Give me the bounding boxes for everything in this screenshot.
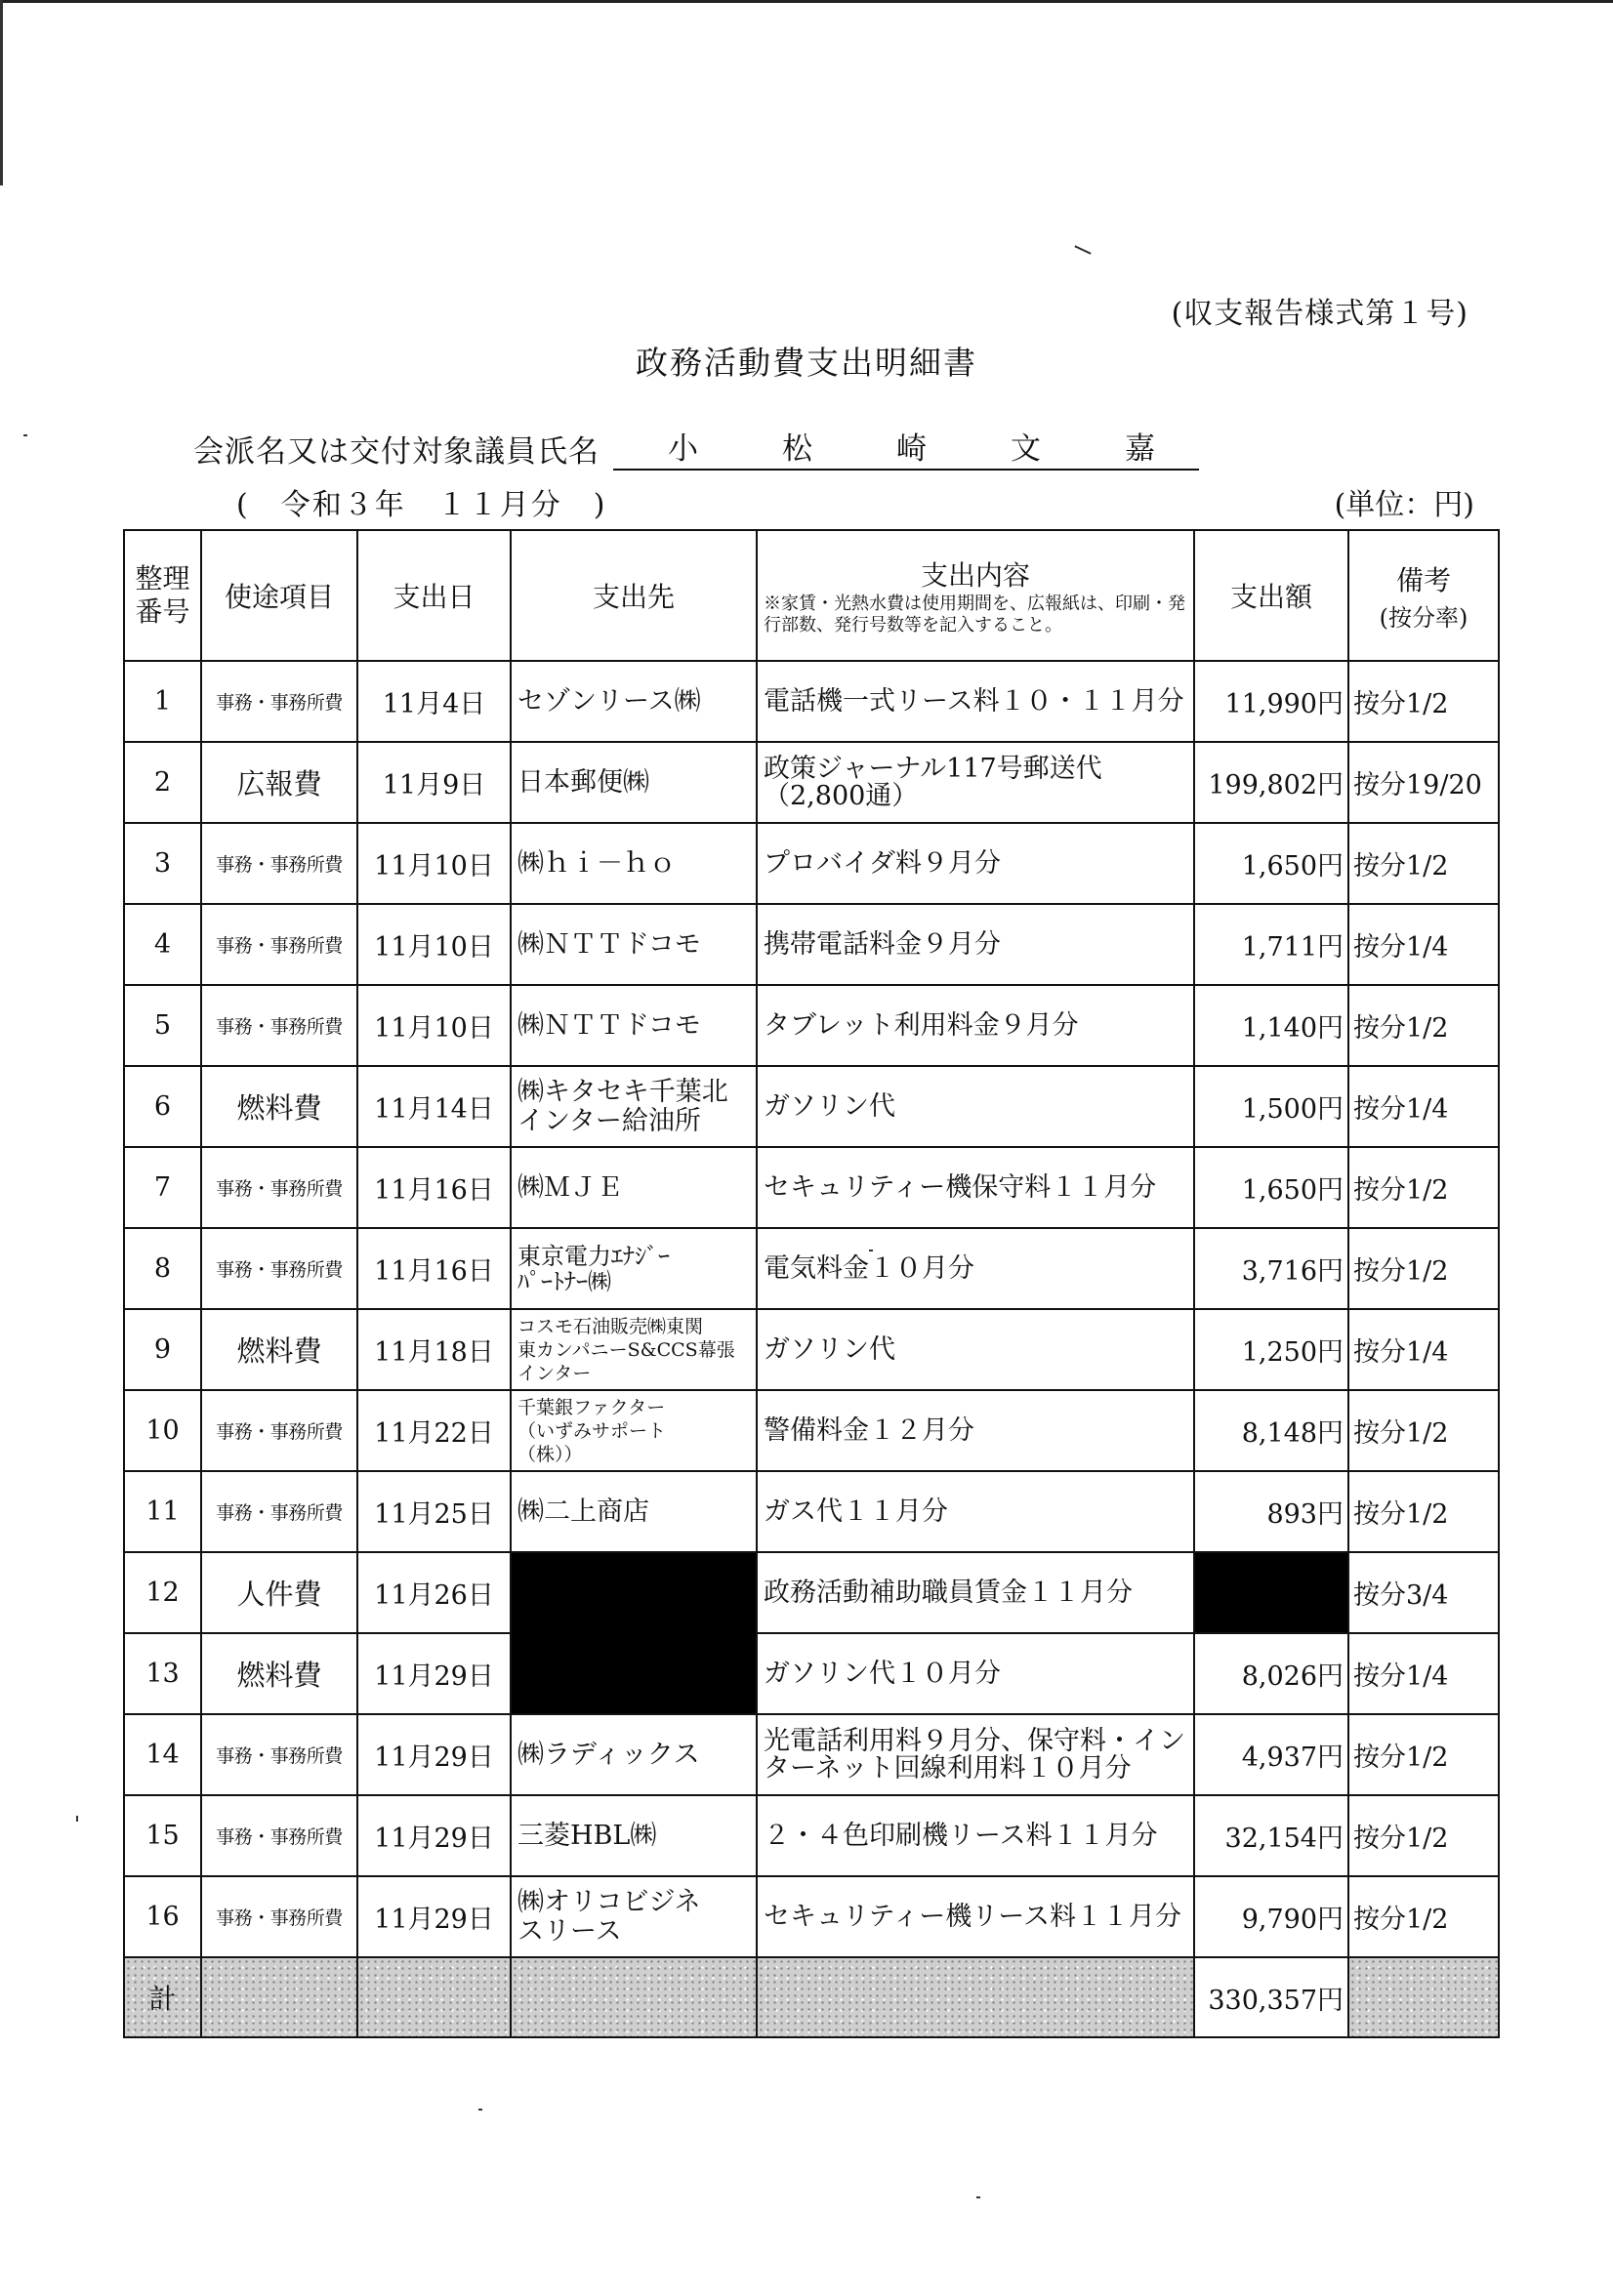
row-date: 11月10日 — [357, 904, 511, 985]
row-payee: ㈱オリコビジネ スリース — [511, 1876, 757, 1957]
row-category: 事務・事務所費 — [201, 1390, 357, 1471]
shaded-cell — [511, 1957, 757, 2037]
row-date: 11月9日 — [357, 742, 511, 823]
row-date: 11月22日 — [357, 1390, 511, 1471]
row-category: 事務・事務所費 — [201, 1471, 357, 1552]
row-note: 按分1/2 — [1348, 1390, 1499, 1471]
row-number: 5 — [124, 985, 201, 1066]
row-content: 電話機一式リース料１０・１１月分 — [757, 661, 1194, 742]
row-date: 11月29日 — [357, 1633, 511, 1714]
row-amount: 11,990円 — [1194, 661, 1348, 742]
row-category: 燃料費 — [201, 1309, 357, 1390]
row-category: 事務・事務所費 — [201, 1147, 357, 1228]
row-date: 11月14日 — [357, 1066, 511, 1147]
row-category: 事務・事務所費 — [201, 1228, 357, 1309]
row-number: 16 — [124, 1876, 201, 1957]
row-number: 8 — [124, 1228, 201, 1309]
scan-speck — [869, 1250, 873, 1251]
shaded-cell — [1348, 1957, 1499, 2037]
row-number: 3 — [124, 823, 201, 904]
expense-table — [123, 529, 1500, 2038]
row-amount: 1,140円 — [1194, 985, 1348, 1066]
scan-border-top — [0, 0, 1613, 3]
table-row — [124, 904, 1499, 985]
row-date: 11月29日 — [357, 1876, 511, 1957]
header-payee: 支出先 — [511, 530, 757, 661]
row-payee: 日本郵便㈱ — [511, 742, 757, 823]
row-category: 事務・事務所費 — [201, 823, 357, 904]
row-note: 按分1/2 — [1348, 823, 1499, 904]
header-note — [1348, 530, 1499, 661]
row-amount: 8,148円 — [1194, 1390, 1348, 1471]
table-row — [124, 661, 1499, 742]
row-payee: セゾンリース㈱ — [511, 661, 757, 742]
row-payee: コスモ石油販売㈱東関 東カンパニーS&CCS幕張 インター — [511, 1309, 757, 1390]
scan-speck — [478, 2109, 482, 2111]
row-amount: 32,154円 — [1194, 1795, 1348, 1876]
row-number: 11 — [124, 1471, 201, 1552]
row-number: 6 — [124, 1066, 201, 1147]
row-category: 人件費 — [201, 1552, 357, 1633]
row-note: 按分1/2 — [1348, 1714, 1499, 1795]
header-note-main: 備考 — [1395, 563, 1451, 596]
row-note: 按分1/4 — [1348, 904, 1499, 985]
row-category: 事務・事務所費 — [201, 985, 357, 1066]
header-date: 支出日 — [357, 530, 511, 661]
row-note: 按分1/2 — [1348, 985, 1499, 1066]
row-payee: 千葉銀ファクター （いずみサポート （株）） — [511, 1390, 757, 1471]
table-row — [124, 1714, 1499, 1795]
header-category: 使途項目 — [201, 530, 357, 661]
member-name: 小松崎文嘉 — [613, 430, 1199, 471]
row-amount: 1,500円 — [1194, 1066, 1348, 1147]
row-amount: 4,937円 — [1194, 1714, 1348, 1795]
table-row — [124, 1876, 1499, 1957]
row-amount: 8,026円 — [1194, 1633, 1348, 1714]
row-content: 政務活動補助職員賃金１１月分 — [757, 1552, 1194, 1633]
row-note: 按分1/2 — [1348, 661, 1499, 742]
row-number: 14 — [124, 1714, 201, 1795]
row-amount: 1,650円 — [1194, 823, 1348, 904]
redacted-amount — [1194, 1552, 1348, 1633]
row-number: 7 — [124, 1147, 201, 1228]
row-number: 12 — [124, 1552, 201, 1633]
header-content-main: 支出内容 — [920, 559, 1030, 592]
table-row — [124, 1633, 1499, 1714]
row-content: ガソリン代 — [757, 1309, 1194, 1390]
row-content: 携帯電話料金９月分 — [757, 904, 1194, 985]
table-row — [124, 1309, 1499, 1390]
row-category: 事務・事務所費 — [201, 1795, 357, 1876]
row-amount: 1,650円 — [1194, 1147, 1348, 1228]
row-content: ガス代１１月分 — [757, 1471, 1194, 1552]
row-payee: ㈱ＮＴＴドコモ — [511, 904, 757, 985]
row-date: 11月26日 — [357, 1552, 511, 1633]
row-payee: ㈱ｈｉ－ｈｏ — [511, 823, 757, 904]
row-date: 11月16日 — [357, 1147, 511, 1228]
row-category: 事務・事務所費 — [201, 661, 357, 742]
row-note: 按分1/4 — [1348, 1633, 1499, 1714]
row-content: 光電話利用料９月分、保守料・イン ターネット回線利用料１０月分 — [757, 1714, 1194, 1795]
row-note: 按分1/2 — [1348, 1795, 1499, 1876]
row-content: 警備料金１２月分 — [757, 1390, 1194, 1471]
table-body — [124, 661, 1499, 1957]
row-number: 10 — [124, 1390, 201, 1471]
row-note: 按分1/4 — [1348, 1309, 1499, 1390]
row-note: 按分1/2 — [1348, 1228, 1499, 1309]
document-title: 政務活動費支出明細書 — [636, 344, 977, 382]
row-date: 11月10日 — [357, 985, 511, 1066]
report-period: ( 令和３年 １１月分 ) — [236, 488, 607, 522]
shaded-cell — [357, 1957, 511, 2037]
unit-label: (単位：円) — [1334, 488, 1474, 522]
form-number: (収支報告様式第１号) — [1171, 297, 1468, 331]
row-content: ガソリン代 — [757, 1066, 1194, 1147]
row-date: 11月29日 — [357, 1795, 511, 1876]
total-amount: 330,357円 — [1194, 1957, 1348, 2037]
scan-speck — [23, 434, 27, 436]
header-content — [757, 530, 1194, 661]
row-note: 按分19/20 — [1348, 742, 1499, 823]
table-row — [124, 1390, 1499, 1471]
member-label: 会派名又は交付対象議員氏名 — [193, 434, 600, 470]
row-category: 燃料費 — [201, 1066, 357, 1147]
row-payee: ㈱キタセキ千葉北 インター給油所 — [511, 1066, 757, 1147]
total-row — [124, 1957, 1499, 2037]
total-label: 計 — [124, 1957, 201, 2037]
row-amount: 1,711円 — [1194, 904, 1348, 985]
table-row — [124, 1795, 1499, 1876]
row-content: ガソリン代１０月分 — [757, 1633, 1194, 1714]
row-content: セキュリティー機保守料１１月分 — [757, 1147, 1194, 1228]
row-content: セキュリティー機リース料１１月分 — [757, 1876, 1194, 1957]
header-no: 整理 番号 — [124, 530, 201, 661]
row-number: 13 — [124, 1633, 201, 1714]
table-row — [124, 823, 1499, 904]
row-date: 11月25日 — [357, 1471, 511, 1552]
scan-speck — [976, 2196, 980, 2198]
row-content: ２・４色印刷機リース料１１月分 — [757, 1795, 1194, 1876]
row-date: 11月4日 — [357, 661, 511, 742]
row-content: プロバイダ料９月分 — [757, 823, 1194, 904]
header-content-note: ※家賃・光熱水費は使用期間を、広報紙は、印刷・発行部数、発行号数等を記入すること。 — [764, 594, 1185, 636]
row-date: 11月29日 — [357, 1714, 511, 1795]
header-amount: 支出額 — [1194, 530, 1348, 661]
row-number: 2 — [124, 742, 201, 823]
row-amount: 9,790円 — [1194, 1876, 1348, 1957]
row-category: 事務・事務所費 — [201, 1714, 357, 1795]
table-header-row — [124, 530, 1499, 661]
scan-speck — [1074, 245, 1091, 254]
row-date: 11月16日 — [357, 1228, 511, 1309]
row-number: 4 — [124, 904, 201, 985]
row-amount: 199,802円 — [1194, 742, 1348, 823]
row-payee: 三菱HBL㈱ — [511, 1795, 757, 1876]
row-note: 按分3/4 — [1348, 1552, 1499, 1633]
table-row — [124, 985, 1499, 1066]
row-payee: ㈱ラディックス — [511, 1714, 757, 1795]
row-date: 11月18日 — [357, 1309, 511, 1390]
row-note: 按分1/2 — [1348, 1876, 1499, 1957]
row-date: 11月10日 — [357, 823, 511, 904]
shaded-cell — [757, 1957, 1194, 2037]
table-row — [124, 1471, 1499, 1552]
row-note: 按分1/4 — [1348, 1066, 1499, 1147]
row-payee: ㈱二上商店 — [511, 1471, 757, 1552]
shaded-cell — [201, 1957, 357, 2037]
row-note: 按分1/2 — [1348, 1147, 1499, 1228]
row-amount: 893円 — [1194, 1471, 1348, 1552]
row-payee: ㈱ＮＴＴドコモ — [511, 985, 757, 1066]
row-note: 按分1/2 — [1348, 1471, 1499, 1552]
row-amount: 3,716円 — [1194, 1228, 1348, 1309]
table-row — [124, 1228, 1499, 1309]
row-payee: 東京電力ｴﾅｼﾞｰ ﾊﾟｰﾄﾅｰ㈱ — [511, 1228, 757, 1309]
row-number: 1 — [124, 661, 201, 742]
scan-border-left — [0, 0, 3, 185]
row-amount: 1,250円 — [1194, 1309, 1348, 1390]
redacted-payee — [511, 1552, 757, 1714]
row-payee: ㈱ＭＪＥ — [511, 1147, 757, 1228]
row-category: 広報費 — [201, 742, 357, 823]
header-note-sub: (按分率) — [1379, 603, 1468, 632]
member-row — [193, 428, 1239, 471]
table-row — [124, 1552, 1499, 1633]
row-content: 電気料金１０月分 — [757, 1228, 1194, 1309]
row-content: タブレット利用料金９月分 — [757, 985, 1194, 1066]
table-row — [124, 742, 1499, 823]
table-row — [124, 1147, 1499, 1228]
scan-speck — [76, 1816, 78, 1822]
table-row — [124, 1066, 1499, 1147]
row-number: 15 — [124, 1795, 201, 1876]
row-number: 9 — [124, 1309, 201, 1390]
row-category: 燃料費 — [201, 1633, 357, 1714]
row-category: 事務・事務所費 — [201, 904, 357, 985]
row-category: 事務・事務所費 — [201, 1876, 357, 1957]
row-content: 政策ジャーナル117号郵送代 （2,800通） — [757, 742, 1194, 823]
